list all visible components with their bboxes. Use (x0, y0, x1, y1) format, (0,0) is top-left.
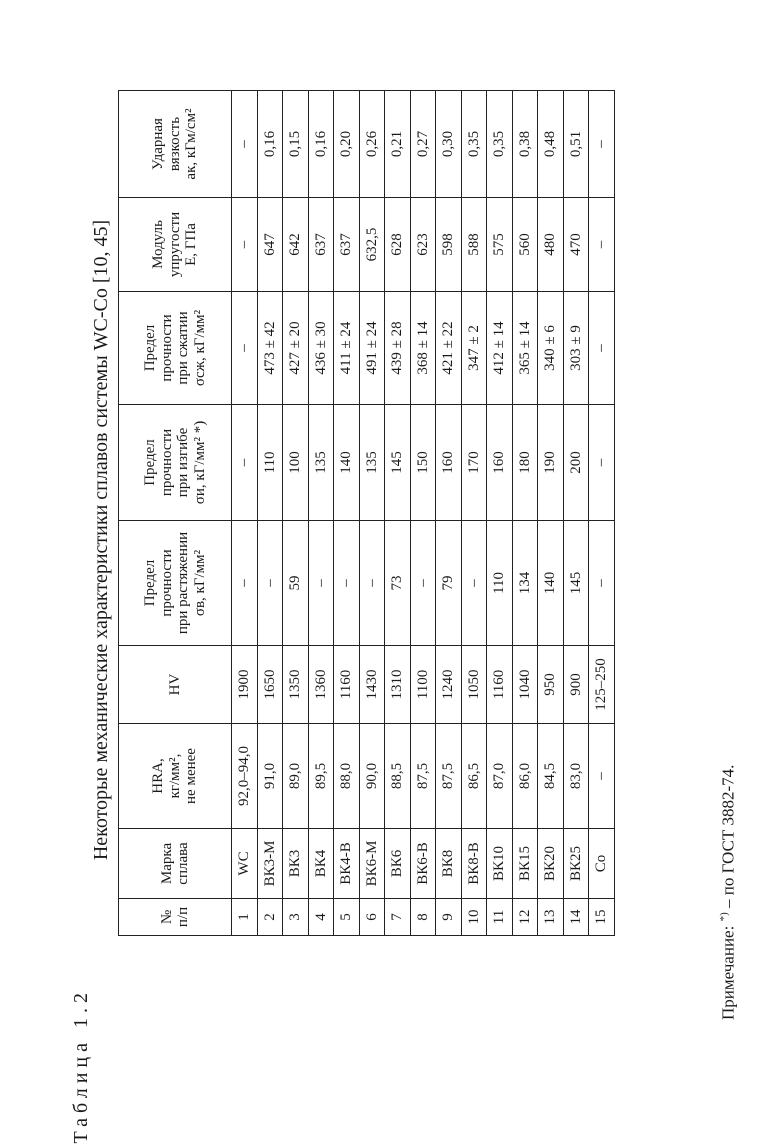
table-cell: 628 (385, 198, 411, 292)
table-cell: 135 (308, 405, 334, 521)
table-cell: 13 (538, 899, 564, 936)
table-cell: 8 (410, 899, 436, 936)
table-cell: 1160 (487, 646, 513, 724)
table-cell: 88,5 (385, 724, 411, 829)
table-cell: 1 (232, 899, 258, 936)
table-row (410, 91, 436, 936)
table-cell: 135 (359, 405, 385, 521)
table-cell: 87,5 (436, 724, 462, 829)
table-cell: 598 (436, 198, 462, 292)
table-cell: ВК10 (487, 829, 513, 899)
table-cell: – (410, 521, 436, 646)
table-cell: – (589, 198, 615, 292)
table-cell: 7 (385, 899, 411, 936)
column-header-line: упругости (166, 211, 183, 278)
table-cell: 1100 (410, 646, 436, 724)
table-row (283, 91, 309, 936)
table-row (385, 91, 411, 936)
table-row (512, 91, 538, 936)
table-cell: 623 (410, 198, 436, 292)
column-header-line: σсж, кГ/мм² (191, 309, 208, 387)
table-cell: ВК8 (436, 829, 462, 899)
footnote-prefix: Примечание: (718, 921, 738, 1020)
table-row (257, 91, 283, 936)
table-cell: 79 (436, 521, 462, 646)
table-row (436, 91, 462, 936)
table-cell: 368 ± 14 (410, 292, 436, 405)
table-cell: 1650 (257, 646, 283, 724)
table-cell: WC (232, 829, 258, 899)
column-header-line: Ударная (150, 118, 167, 170)
table-cell: 92,0–94,0 (232, 724, 258, 829)
table-cell: 140 (334, 405, 360, 521)
table-cell: 491 ± 24 (359, 292, 385, 405)
table-cell: 0,35 (487, 91, 513, 198)
table-row (232, 91, 258, 936)
table-cell: 575 (487, 198, 513, 292)
column-header (119, 829, 232, 899)
table-row (334, 91, 360, 936)
table-cell: 347 ± 2 (461, 292, 487, 405)
table-cell: 10 (461, 899, 487, 936)
column-header-line: Предел (142, 439, 158, 486)
table-cell: 439 ± 28 (385, 292, 411, 405)
column-header-line: Модуль (150, 220, 167, 269)
table-cell: 436 ± 30 (308, 292, 334, 405)
table-cell: ВК8-В (461, 829, 487, 899)
column-header-line: HV (166, 673, 183, 696)
table-cell: 637 (308, 198, 334, 292)
table-cell: 0,30 (436, 91, 462, 198)
table-cell: 1360 (308, 646, 334, 724)
table-cell: 365 ± 14 (512, 292, 538, 405)
table-cell: 1430 (359, 646, 385, 724)
table-cell: 84,5 (538, 724, 564, 829)
table-cell: 427 ± 20 (283, 292, 309, 405)
table-cell: 59 (283, 521, 309, 646)
table-cell: – (589, 405, 615, 521)
table-cell: 110 (257, 405, 283, 521)
table-cell: 421 ± 22 (436, 292, 462, 405)
column-header-line: № (158, 909, 175, 925)
column-header-line: не менее (183, 748, 200, 804)
column-header-line: σв, кГ/мм² (191, 549, 208, 617)
table-cell: – (232, 198, 258, 292)
column-header-line: Марка (158, 842, 175, 885)
table-cell: – (461, 521, 487, 646)
table-cell: 0,20 (334, 91, 360, 198)
column-header-line: прочности (158, 549, 175, 617)
table-row (308, 91, 334, 936)
table-cell: 480 (538, 198, 564, 292)
table-cell: 180 (512, 405, 538, 521)
table-cell: 950 (538, 646, 564, 724)
table-body (232, 91, 615, 936)
table-cell: ВК25 (563, 829, 589, 899)
table-cell: 642 (283, 198, 309, 292)
table-cell: 11 (487, 899, 513, 936)
column-header (119, 405, 232, 521)
table-cell: 2 (257, 899, 283, 936)
table-cell: 160 (436, 405, 462, 521)
table-cell: 160 (487, 405, 513, 521)
table-cell: 134 (512, 521, 538, 646)
table-cell: 190 (538, 405, 564, 521)
table-cell: – (232, 521, 258, 646)
table-cell: Co (589, 829, 615, 899)
table-cell: 588 (461, 198, 487, 292)
column-header (119, 899, 232, 936)
table-cell: 0,38 (512, 91, 538, 198)
table-cell: ВК6-В (410, 829, 436, 899)
column-header-line: прочности (158, 428, 175, 497)
table-cell: 86,5 (461, 724, 487, 829)
table-cell: ВК6-М (359, 829, 385, 899)
table-cell: 89,5 (308, 724, 334, 829)
properties-table (118, 90, 615, 936)
table-cell: 110 (487, 521, 513, 646)
table-row (589, 91, 615, 936)
column-header-line: E, ГПа (183, 223, 200, 266)
column-header (119, 646, 232, 724)
table-row (487, 91, 513, 936)
table-cell: – (232, 91, 258, 198)
table-cell: 1310 (385, 646, 411, 724)
table-cell: – (232, 292, 258, 405)
footnote-text: – по ГОСТ 3882-74. (718, 764, 738, 913)
table-cell: 1160 (334, 646, 360, 724)
table-cell: 637 (334, 198, 360, 292)
table-cell: 15 (589, 899, 615, 936)
table-cell: 1040 (512, 646, 538, 724)
column-header-line: Предел (142, 559, 158, 607)
table-cell: – (589, 521, 615, 646)
table-cell: 73 (385, 521, 411, 646)
table-cell: 0,35 (461, 91, 487, 198)
table-cell: 1900 (232, 646, 258, 724)
table-cell: 140 (538, 521, 564, 646)
column-header-line: σи, кГ/мм² *) (191, 420, 208, 505)
column-header (119, 198, 232, 292)
table-cell: ВК4 (308, 829, 334, 899)
table-cell: 900 (563, 646, 589, 724)
table-cell: 150 (410, 405, 436, 521)
column-header-line: Предел (142, 324, 158, 372)
table-cell: – (334, 521, 360, 646)
table-cell: 0,51 (563, 91, 589, 198)
table-cell: ВК3-М (257, 829, 283, 899)
table-cell: 0,15 (283, 91, 309, 198)
table-cell: 411 ± 24 (334, 292, 360, 405)
table-cell: 89,0 (283, 724, 309, 829)
table-cell: 88,0 (334, 724, 360, 829)
table-cell: 1240 (436, 646, 462, 724)
table-cell: 470 (563, 198, 589, 292)
table-cell: ВК3 (283, 829, 309, 899)
column-header-line: п/п (175, 906, 191, 928)
table-cell: 83,0 (563, 724, 589, 829)
footnote-mark: *) (718, 912, 730, 922)
column-header-line: прочности (158, 314, 175, 382)
table-cell: – (359, 521, 385, 646)
table-cell: 1350 (283, 646, 309, 724)
table-cell: 0,21 (385, 91, 411, 198)
table-cell: 170 (461, 405, 487, 521)
table-cell: 9 (436, 899, 462, 936)
table-cell: 5 (334, 899, 360, 936)
table-cell: 340 ± 6 (538, 292, 564, 405)
table-cell: 12 (512, 899, 538, 936)
table-cell: 0,16 (257, 91, 283, 198)
table-cell: 90,0 (359, 724, 385, 829)
table-cell: 0,26 (359, 91, 385, 198)
table-cell: 0,16 (308, 91, 334, 198)
table-cell: 200 (563, 405, 589, 521)
column-header-line: вязкость (166, 116, 183, 172)
table-cell: – (308, 521, 334, 646)
table-cell: ВК20 (538, 829, 564, 899)
table-cell: – (589, 292, 615, 405)
table-cell: – (589, 91, 615, 198)
column-header-line: при сжатии (175, 311, 191, 385)
column-header-line: HRA, (150, 758, 167, 794)
table-cell: 412 ± 14 (487, 292, 513, 405)
table-cell: 647 (257, 198, 283, 292)
table-row (359, 91, 385, 936)
column-header-line: кг/мм², (166, 753, 183, 799)
header-row (119, 91, 232, 936)
table-row (538, 91, 564, 936)
table-title: Некоторые механические характеристики сплавов системы WC-Co [10, 45] (90, 219, 112, 861)
table-cell: 100 (283, 405, 309, 521)
table-cell: 560 (512, 198, 538, 292)
table-cell: ВК6 (385, 829, 411, 899)
table-cell: ВК4-В (334, 829, 360, 899)
table-cell: 87,0 (487, 724, 513, 829)
table-cell: – (232, 405, 258, 521)
column-header (119, 521, 232, 646)
footnote (718, 765, 739, 1020)
table-cell: 0,48 (538, 91, 564, 198)
table-label: Таблица 1.2 (70, 988, 92, 1144)
table-cell: 303 ± 9 (563, 292, 589, 405)
column-header (119, 91, 232, 198)
table-cell: 4 (308, 899, 334, 936)
column-header-line: aк, кГм/см² (183, 108, 200, 180)
table-cell: 14 (563, 899, 589, 936)
table-cell: 125–250 (589, 646, 615, 724)
column-header-line: при растяжении (175, 531, 191, 635)
column-header (119, 724, 232, 829)
table-cell: 632,5 (359, 198, 385, 292)
table-cell: 6 (359, 899, 385, 936)
column-header-line: сплава (175, 842, 191, 885)
table-row (563, 91, 589, 936)
table-cell: ВК15 (512, 829, 538, 899)
table-cell: 86,0 (512, 724, 538, 829)
table-cell: 0,27 (410, 91, 436, 198)
table-cell: 3 (283, 899, 309, 936)
table-cell: 87,5 (410, 724, 436, 829)
table-cell: 1050 (461, 646, 487, 724)
column-header-line: при изгибе (175, 427, 191, 498)
table-cell: 145 (385, 405, 411, 521)
table-cell: – (257, 521, 283, 646)
table-row (461, 91, 487, 936)
table-cell: 145 (563, 521, 589, 646)
table-cell: 473 ± 42 (257, 292, 283, 405)
table-cell: 91,0 (257, 724, 283, 829)
table-cell: – (589, 724, 615, 829)
column-header (119, 292, 232, 405)
